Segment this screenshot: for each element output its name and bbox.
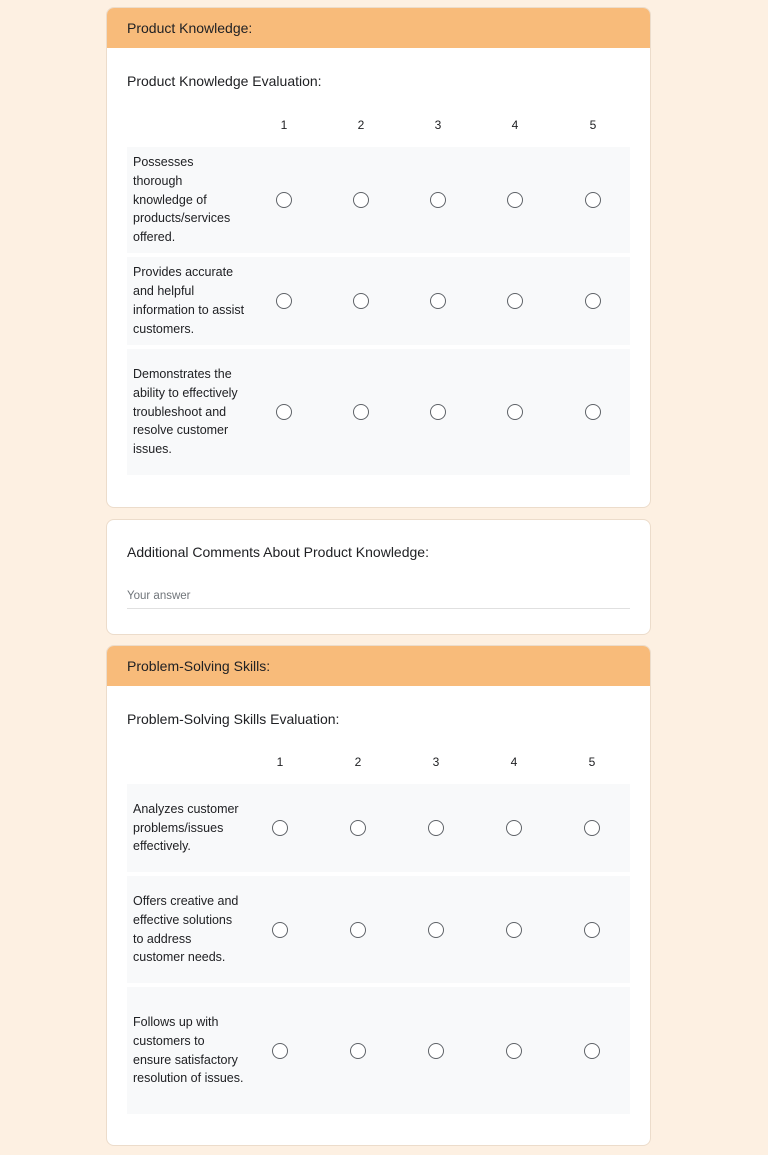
grid-row [127, 784, 630, 872]
column-header: 5 [588, 755, 596, 769]
radio-button-unchecked-icon[interactable] [584, 1043, 600, 1059]
radio-button-unchecked-icon[interactable] [272, 922, 288, 938]
radio-button-unchecked-icon[interactable] [585, 192, 601, 208]
product-knowledge-card [106, 7, 651, 508]
radio-button-unchecked-icon[interactable] [272, 1043, 288, 1059]
row-label: Provides accurate and helpful information to assist customers. [133, 265, 245, 336]
radio-button-unchecked-icon[interactable] [428, 1043, 444, 1059]
radio-button-unchecked-icon[interactable] [350, 1043, 366, 1059]
column-header: 5 [589, 118, 597, 132]
radio-button-unchecked-icon[interactable] [428, 820, 444, 836]
column-header: 3 [434, 118, 442, 132]
radio-button-unchecked-icon[interactable] [353, 192, 369, 208]
radio-button-unchecked-icon[interactable] [585, 293, 601, 309]
radio-button-unchecked-icon[interactable] [350, 922, 366, 938]
row-label: Possesses thorough knowledge of products/services offered. [133, 155, 231, 245]
column-header: 2 [354, 755, 362, 769]
row-label: Offers creative and effective solutions to address customer needs. [133, 893, 239, 965]
radio-button-unchecked-icon[interactable] [430, 192, 446, 208]
radio-button-unchecked-icon[interactable] [506, 1043, 522, 1059]
grid-row [127, 987, 630, 1114]
grid-row [127, 257, 630, 345]
radio-button-unchecked-icon[interactable] [584, 922, 600, 938]
row-label: Analyzes customer problems/issues effectively. [133, 801, 239, 854]
column-header: 1 [280, 118, 288, 132]
radio-button-unchecked-icon[interactable] [276, 293, 292, 309]
additional-comments-card [106, 519, 651, 635]
row-label: Follows up with customers to ensure satisfactory resolution of issues. [133, 1014, 244, 1086]
radio-button-unchecked-icon[interactable] [507, 192, 523, 208]
radio-button-unchecked-icon[interactable] [353, 404, 369, 420]
column-header: 4 [510, 755, 518, 769]
radio-button-unchecked-icon[interactable] [276, 192, 292, 208]
radio-button-unchecked-icon[interactable] [428, 922, 444, 938]
radio-button-unchecked-icon[interactable] [506, 922, 522, 938]
radio-button-unchecked-icon[interactable] [506, 820, 522, 836]
radio-button-unchecked-icon[interactable] [430, 293, 446, 309]
column-header: 2 [357, 118, 365, 132]
radio-button-unchecked-icon[interactable] [585, 404, 601, 420]
row-label: Demonstrates the ability to effectively troubleshoot and resolve customer issues. [133, 367, 238, 457]
radio-button-unchecked-icon[interactable] [272, 820, 288, 836]
problem-solving-card [106, 645, 651, 1146]
column-header: 1 [276, 755, 284, 769]
radio-button-unchecked-icon[interactable] [430, 404, 446, 420]
section-header: Problem-Solving Skills: [107, 646, 650, 686]
question-title: Problem-Solving Skills Evaluation: [127, 711, 340, 727]
column-header: 4 [511, 118, 519, 132]
grid-row [127, 349, 630, 475]
radio-button-unchecked-icon[interactable] [276, 404, 292, 420]
radio-button-unchecked-icon[interactable] [584, 820, 600, 836]
column-header: 3 [432, 755, 440, 769]
question-title: Additional Comments About Product Knowledge: [127, 544, 429, 560]
radio-button-unchecked-icon[interactable] [353, 293, 369, 309]
radio-button-unchecked-icon[interactable] [507, 293, 523, 309]
grid-row [127, 147, 630, 253]
section-header: Product Knowledge: [107, 8, 650, 48]
radio-button-unchecked-icon[interactable] [507, 404, 523, 420]
question-title: Product Knowledge Evaluation: [127, 73, 322, 89]
radio-button-unchecked-icon[interactable] [350, 820, 366, 836]
answer-input[interactable] [127, 586, 630, 609]
grid-row [127, 876, 630, 983]
